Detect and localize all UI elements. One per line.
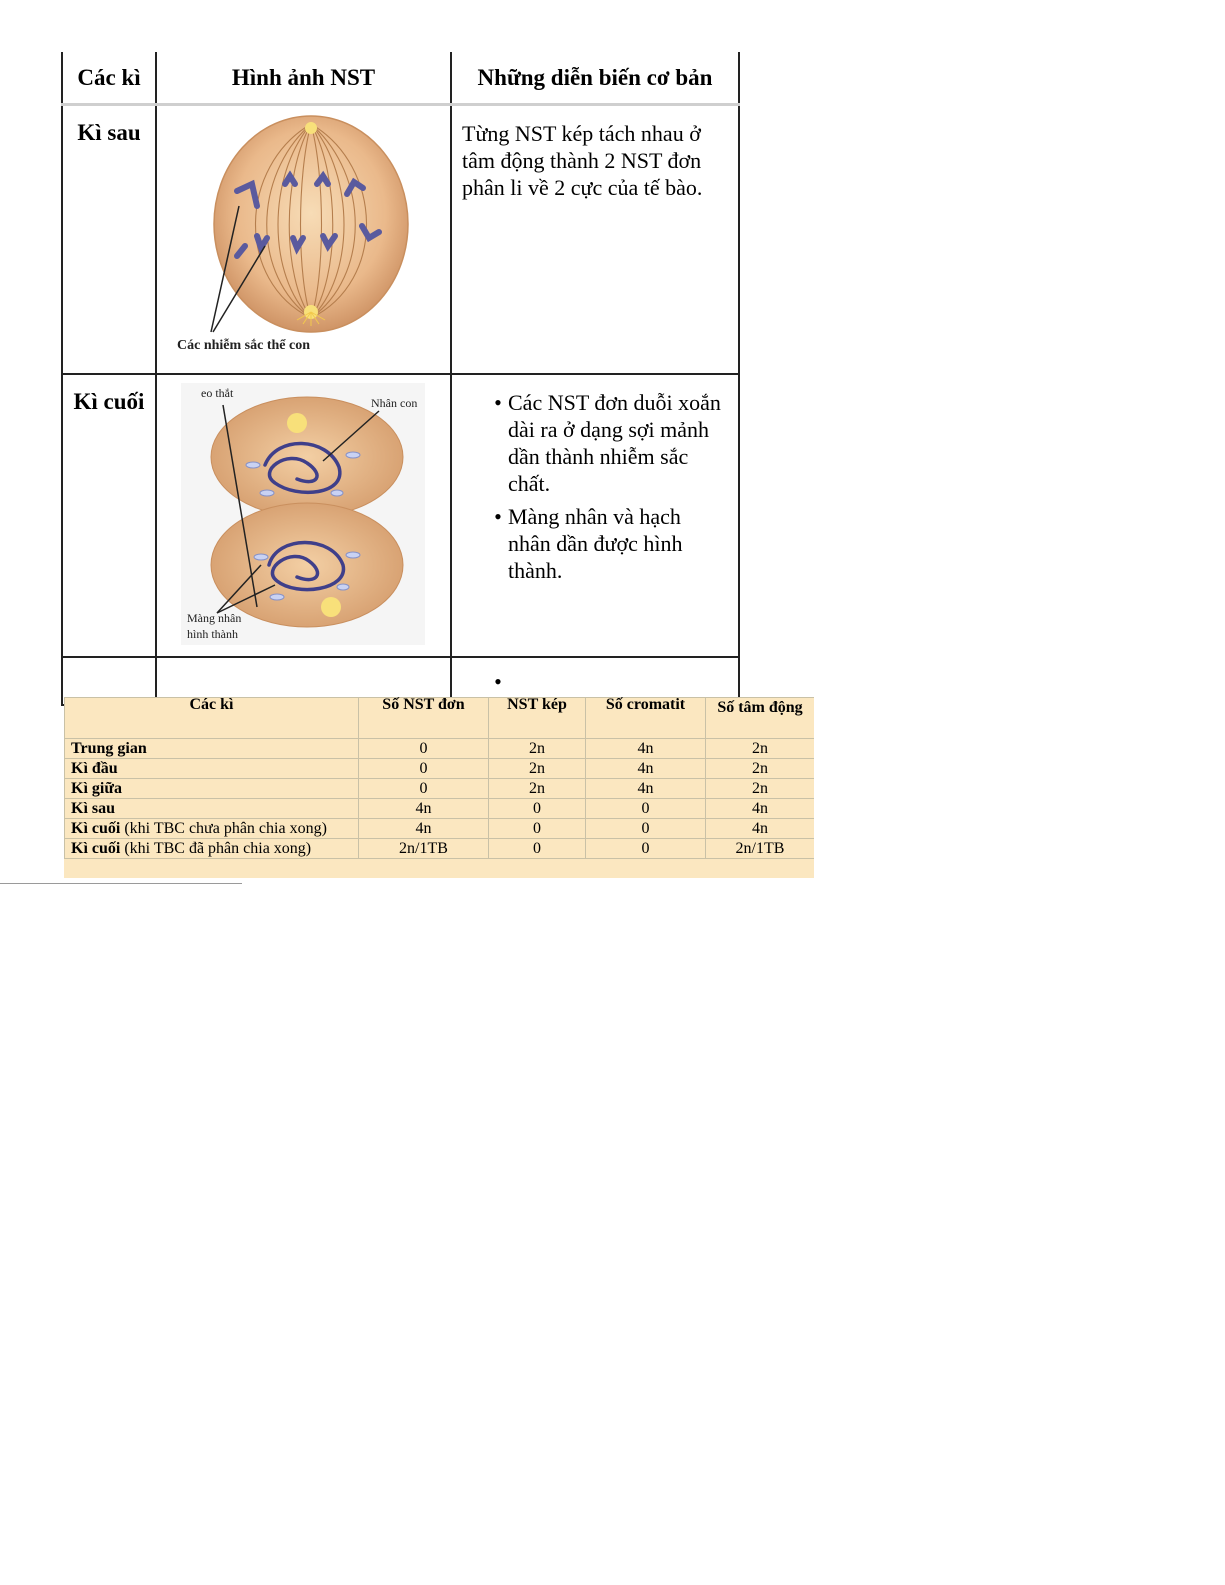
- count-cell-kep: 0: [489, 839, 586, 859]
- telophase-bullet-list: [462, 389, 728, 584]
- label-forming: hình thành: [187, 627, 238, 641]
- count-cell-kep: 0: [489, 799, 586, 819]
- count-cell-cromatit: 4n: [586, 759, 706, 779]
- bullet-dot: •: [494, 390, 502, 415]
- count-cell-tam_dong: 2n/1TB: [706, 839, 815, 859]
- count-header-double: NST kép: [489, 698, 586, 739]
- count-cell-tam_dong: 2n: [706, 739, 815, 759]
- count-cell-cromatit: 0: [586, 799, 706, 819]
- telophase-cell-illustration: [157, 375, 448, 651]
- count-cell-don: 0: [359, 759, 489, 779]
- daughter-cell-bottom: [211, 503, 403, 627]
- count-cell-tam_dong: 2n: [706, 759, 815, 779]
- count-cell-cromatit: 4n: [586, 779, 706, 799]
- table-row: [65, 739, 815, 759]
- chromosome-count-table: [64, 697, 814, 859]
- count-cell-don: 2n/1TB: [359, 839, 489, 859]
- count-phase-name: [65, 819, 359, 839]
- count-table-body: [65, 739, 815, 859]
- label-cleavage-furrow: eo thắt: [201, 386, 234, 400]
- count-phase-note: (khi TBC chưa phân chia xong): [120, 820, 327, 837]
- count-phase-name: [65, 839, 359, 859]
- count-phase-label: Kì đầu: [71, 760, 118, 777]
- centrosome-bottom: [321, 597, 341, 617]
- label-nucleolus: Nhân con: [371, 396, 418, 410]
- count-phase-label: Trung gian: [71, 740, 147, 757]
- centrosome-top: [287, 413, 307, 433]
- count-cell-cromatit: 0: [586, 839, 706, 859]
- count-header-chromatid: Số cromatit: [586, 698, 706, 739]
- bullet-text: Các NST đơn duỗi xoắn dài ra ở dạng sợi mảnh dần thành nhiễm sắc chất.: [508, 390, 721, 496]
- centrosome-top: [305, 122, 317, 134]
- count-cell-tam_dong: 4n: [706, 819, 815, 839]
- count-cell-kep: 0: [489, 819, 586, 839]
- label-nuclear-membrane: Màng nhân: [187, 611, 242, 625]
- count-cell-tam_dong: 4n: [706, 799, 815, 819]
- count-cell-don: 4n: [359, 799, 489, 819]
- bullet-dot: •: [494, 504, 502, 529]
- count-cell-cromatit: 4n: [586, 739, 706, 759]
- count-phase-note: (khi TBC đã phân chia xong): [120, 840, 312, 857]
- count-phase-name: [65, 759, 359, 779]
- count-cell-kep: 2n: [489, 759, 586, 779]
- count-cell-don: 0: [359, 779, 489, 799]
- count-header-centromere: Số tâm động: [706, 698, 815, 739]
- count-header-phase: Các kì: [65, 698, 359, 739]
- count-cell-kep: 2n: [489, 739, 586, 759]
- header-image: Hình ảnh NST: [156, 52, 451, 105]
- table-row: [65, 819, 815, 839]
- list-item: [488, 503, 728, 584]
- count-header-single: Số NST đơn: [359, 698, 489, 739]
- horizontal-rule: [0, 883, 242, 884]
- count-phase-label: Kì cuối: [71, 840, 121, 857]
- count-phase-label: Kì cuối: [71, 820, 121, 837]
- bullet-text: Màng nhân và hạch nhân dần được hình thành.: [508, 504, 683, 583]
- list-item: [488, 668, 728, 695]
- table-row-anaphase: [62, 105, 739, 375]
- count-table-header-row: [65, 698, 815, 739]
- count-cell-don: 0: [359, 739, 489, 759]
- table-row: [65, 759, 815, 779]
- table-row: [65, 839, 815, 859]
- anaphase-description: Từng NST kép tách nhau ở tâm động thành 2 NST đơn phân li về 2 cực của tế bào.: [451, 105, 739, 375]
- count-cell-don: 4n: [359, 819, 489, 839]
- empty-bullet-list: [462, 668, 728, 695]
- anaphase-image-label: Các nhiễm sắc thể con: [177, 338, 310, 353]
- table-row: [65, 799, 815, 819]
- table-row-telophase: [62, 374, 739, 657]
- count-phase-name: [65, 799, 359, 819]
- header-description: Những diễn biến cơ bản: [451, 52, 739, 105]
- telophase-description: [451, 374, 739, 657]
- table-row: [65, 779, 815, 799]
- header-phase: Các kì: [62, 52, 156, 105]
- count-phase-label: Kì giữa: [71, 780, 122, 797]
- telophase-image-cell: [156, 374, 451, 657]
- phase-name-telophase: Kì cuối: [62, 374, 156, 657]
- chromosome-count-table-wrapper: [64, 697, 814, 878]
- phase-name-anaphase: Kì sau: [62, 105, 156, 375]
- list-item: [488, 389, 728, 497]
- count-cell-tam_dong: 2n: [706, 779, 815, 799]
- phase-table-header-row: [62, 52, 739, 105]
- cell-body: [214, 116, 408, 332]
- count-phase-name: [65, 739, 359, 759]
- phase-table: [61, 52, 740, 706]
- count-cell-cromatit: 0: [586, 819, 706, 839]
- anaphase-image-cell: [156, 105, 451, 375]
- count-phase-label: Kì sau: [71, 800, 116, 817]
- count-cell-kep: 2n: [489, 779, 586, 799]
- count-phase-name: [65, 779, 359, 799]
- anaphase-cell-illustration: [157, 106, 448, 368]
- bullet-dot: •: [494, 669, 502, 694]
